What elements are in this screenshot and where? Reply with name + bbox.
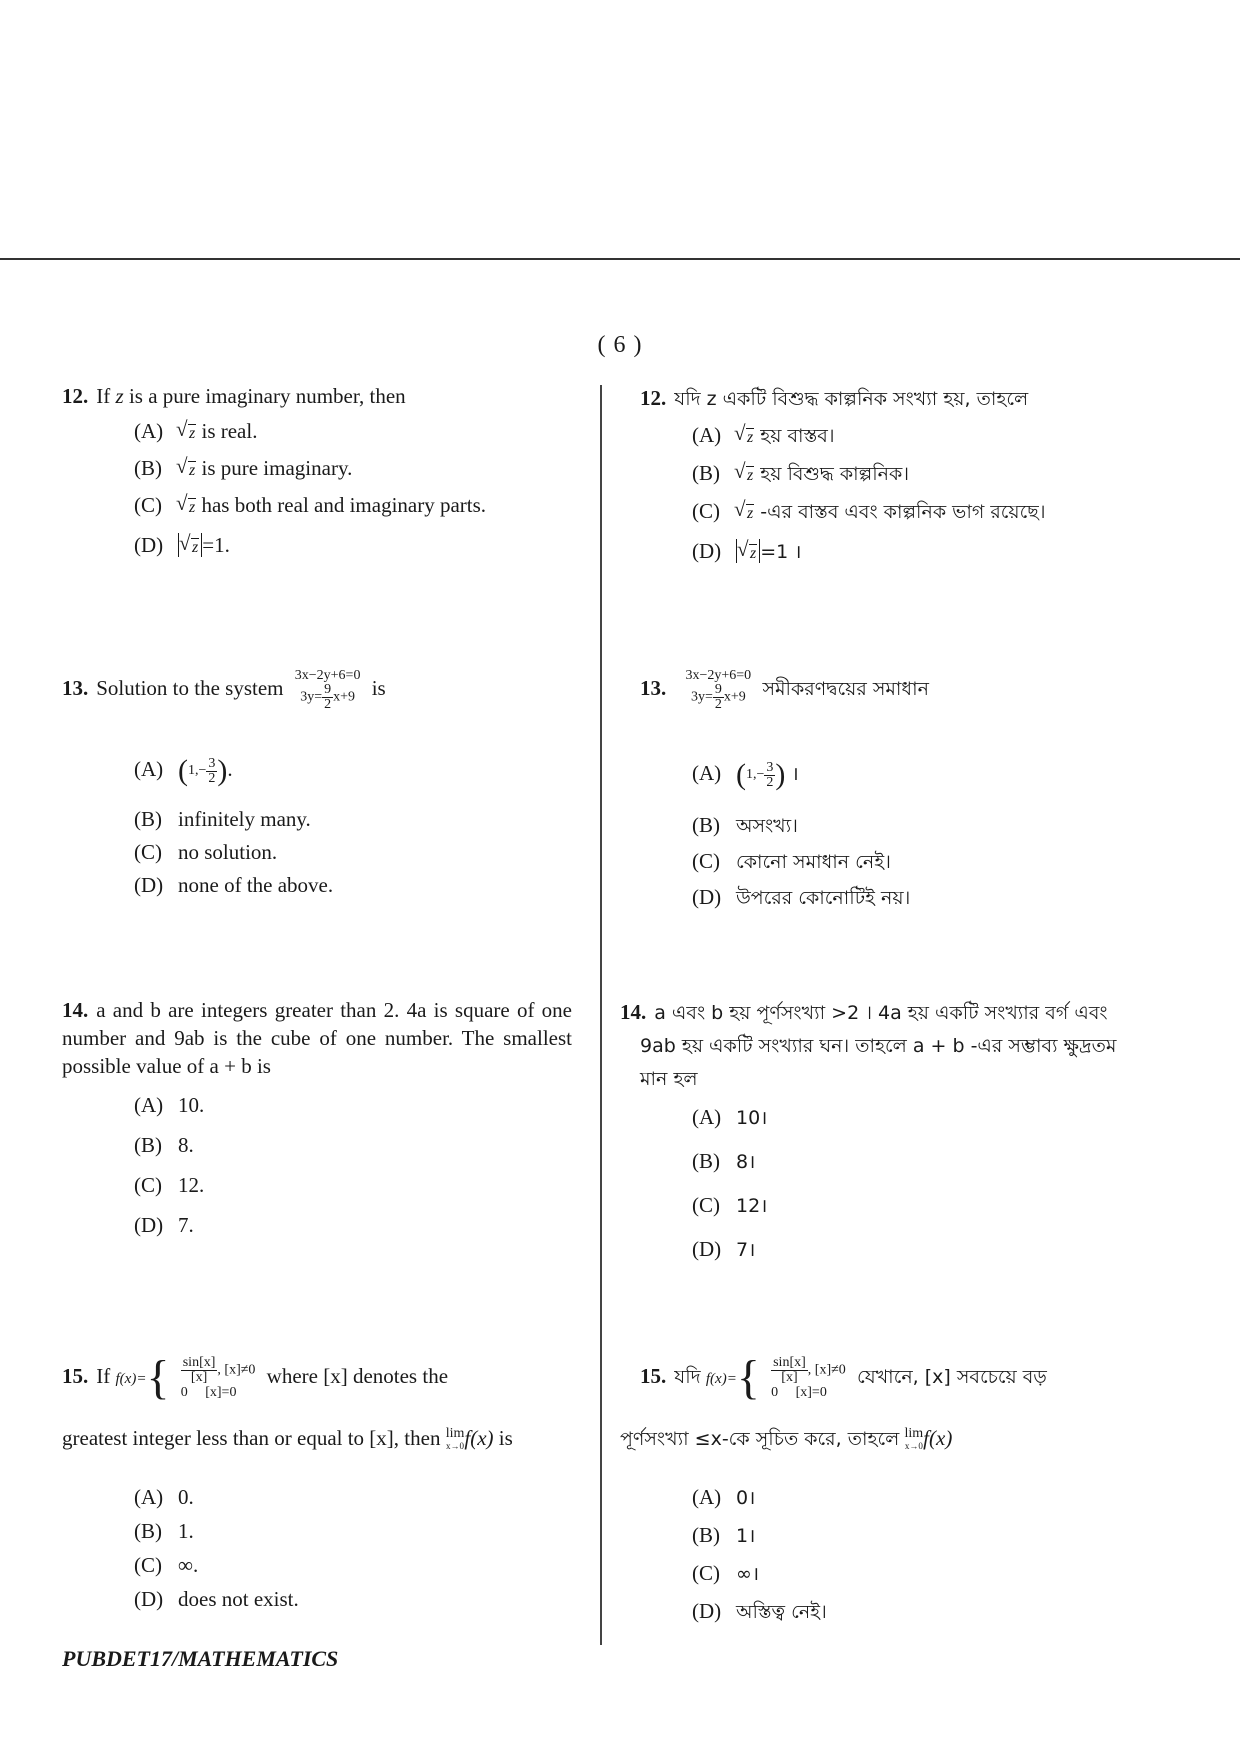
question-12-stem: 12. যদি z একটি বিশুদ্ধ কাল্পনিক সংখ্যা হয়, তাহলে — [640, 386, 1029, 410]
option-a: (A) 0। — [692, 1485, 756, 1509]
equation-system: 3x−2y+6=0 3y= $\frac{9}{2}$ x+9 — [685, 668, 752, 712]
question-15-stem: 15. যদি f(x)={ $\frac{\sin[x]}{[x]}$ , [x]≠0 0 [x]=0 যেখানে, [x] সবচেয়ে বড় — [640, 1351, 1047, 1404]
option-b: (B) 8। — [692, 1149, 756, 1173]
option-d: (D) অস্তিত্ব নেই। — [692, 1599, 827, 1623]
top-rule — [0, 258, 1240, 260]
question-15-line2: greatest integer less than or equal to [x], then lim x→0 f(x) is — [62, 1426, 513, 1452]
option-d: (D) 7। — [692, 1237, 756, 1261]
question-14-bn — [620, 996, 1130, 1261]
question-number: 15. — [62, 1363, 89, 1388]
option-a: (A) 0. — [134, 1485, 194, 1509]
option-c: (C) no solution. — [134, 840, 278, 864]
option-d: (D) none of the above. — [134, 873, 334, 897]
question-number: 14. — [62, 998, 89, 1022]
option-b: (B) 1. — [134, 1519, 194, 1543]
question-15-bn — [620, 1351, 1130, 1623]
option-d: (D)√ z =1 । — [692, 538, 801, 567]
option-c: (C) ∞. — [134, 1553, 199, 1577]
option-b: (B)√ z is pure imaginary. — [134, 455, 352, 484]
question-12-en — [62, 382, 572, 557]
question-number: 12. — [62, 384, 89, 408]
piecewise-function: $\frac{\sin[x]}{[x]}$ , [x]≠0 0 [x]=0 — [180, 1355, 256, 1400]
option-b: (B) 8. — [134, 1133, 194, 1157]
option-d: (D) does not exist. — [134, 1587, 299, 1611]
option-c: (C) 12. — [134, 1173, 205, 1197]
option-b: (B)√ z হয় বিশুদ্ধ কাল্পনিক। — [692, 460, 909, 489]
option-c: (C) কোনো সমাধান নেই। — [692, 849, 891, 873]
option-a: (A) (1,− $\frac{3}{2}$ ). — [134, 754, 233, 788]
option-a: (A) 10। — [692, 1105, 768, 1129]
question-number: 13. — [640, 675, 667, 700]
question-13-stem: 13. 3x−2y+6=0 3y= $\frac{9}{2}$ x+9 সমীকরণদ্বয়ের সমাধান — [640, 668, 929, 712]
question-15-stem: 15. If f(x)={ $\frac{\sin[x]}{[x]}$ , [x]≠0 0 [x]=0 where [x] denotes the — [62, 1351, 449, 1404]
option-b: (B) অসংখ্য। — [692, 813, 798, 837]
question-14-stem: 14. a and b are integers greater than 2. 4a is square of one number and 9ab is the cube of one number. The smallest possible value of a + b is — [62, 998, 572, 1078]
option-a: (A) 10. — [134, 1093, 205, 1117]
option-a: (A) (1,− $\frac{3}{2}$ ) । — [692, 758, 799, 792]
option-a: (A)√ z হয় বাস্তব। — [692, 422, 835, 451]
option-c: (C) ∞। — [692, 1561, 760, 1585]
question-12-bn — [620, 384, 1130, 563]
question-number: 13. — [62, 675, 89, 700]
option-b: (B) infinitely many. — [134, 807, 311, 831]
question-14-stem: 14. a এবং b হয় পূর্ণসংখ্যা >2 । 4a হয় একটি সংখ্যার বর্গ এবং 9ab হয় একটি সংখ্যার ঘন। তাহলে a + b -এর সম্ভাব্য ক্ষুদ্রতম মান হল — [620, 1000, 1117, 1090]
question-14-en — [62, 996, 572, 1237]
option-d: (D) 7. — [134, 1213, 194, 1237]
question-12-stem: 12. If z is a pure imaginary number, then — [62, 384, 406, 408]
question-15-en — [62, 1351, 572, 1611]
column-divider — [600, 385, 602, 1645]
option-d: (D) উপরের কোনোটিই নয়। — [692, 885, 911, 909]
option-c: (C) 12। — [692, 1193, 768, 1217]
question-number: 12. — [640, 386, 667, 410]
option-a: (A)√ z is real. — [134, 418, 257, 447]
question-number: 14. — [620, 1000, 647, 1024]
footer-code: PUBDET17/MATHEMATICS — [62, 1646, 339, 1671]
page-number: ( 6 ) — [597, 332, 643, 358]
question-13-stem: 13. Solution to the system 3x−2y+6=0 3y= $\frac{9}{2}$ x+9 is — [62, 668, 386, 712]
option-c: (C)√ z has both real and imaginary parts. — [134, 492, 486, 521]
equation-system: 3x−2y+6=0 3y= $\frac{9}{2}$ x+9 — [294, 668, 361, 712]
question-13-bn — [620, 668, 1130, 909]
question-15-line2: পূর্ণসংখ্যা ≤x-কে সূচিত করে, তাহলে lim x→0 f(x) — [620, 1426, 953, 1452]
option-c: (C)√ z -এর বাস্তব এবং কাল্পনিক ভাগ রয়েছে। — [692, 498, 1046, 527]
option-d: (D)√ z =1. — [134, 532, 230, 561]
piecewise-function: $\frac{\sin[x]}{[x]}$ , [x]≠0 0 [x]=0 — [771, 1355, 846, 1400]
question-13-en — [62, 668, 572, 897]
option-b: (B) 1। — [692, 1523, 756, 1547]
question-number: 15. — [640, 1363, 667, 1388]
